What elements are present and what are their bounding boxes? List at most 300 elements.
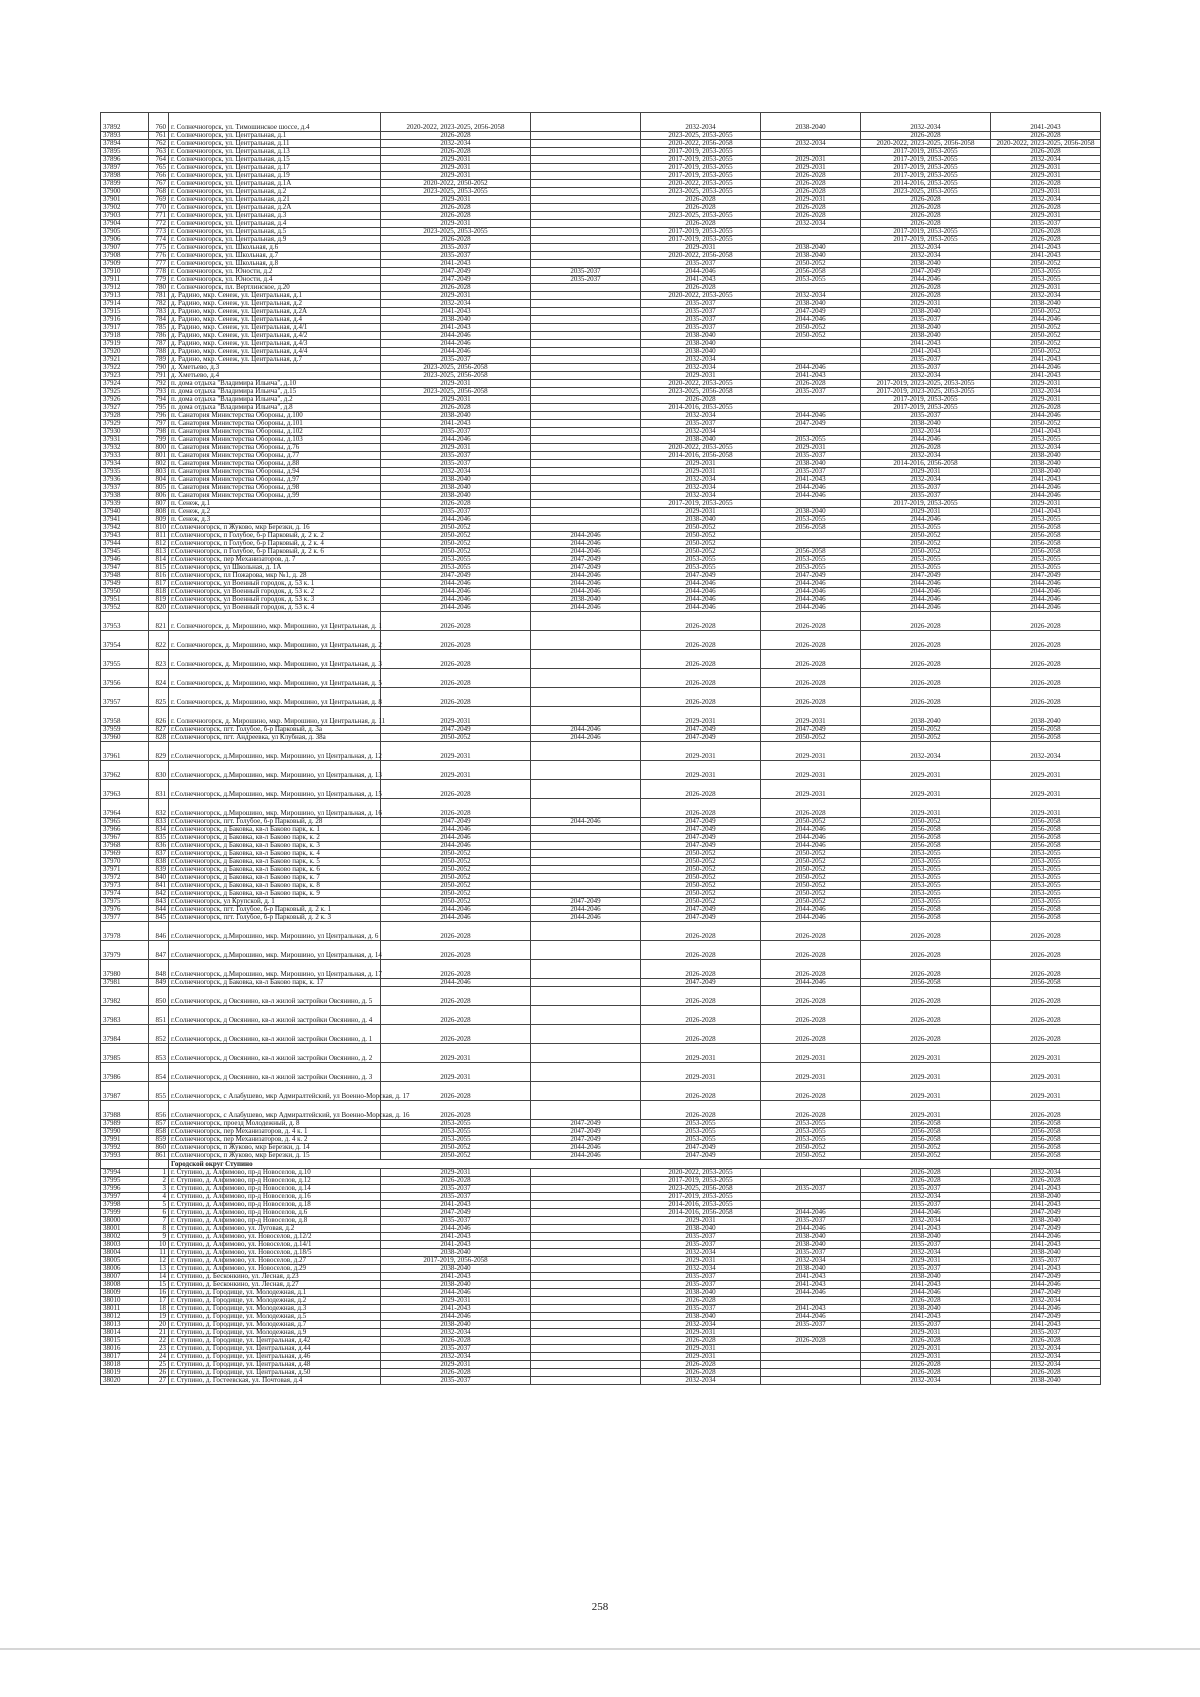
period-cell — [531, 799, 641, 818]
address-cell: г.Солнечногорск, д Овсянино, кв-л жилой застройки Овсянино, д. 4 — [169, 1006, 381, 1025]
period-cell: 2017-2019, 2053-2055 — [861, 156, 991, 164]
row-number-cell: 811 — [149, 532, 169, 540]
period-cell — [531, 348, 641, 356]
address-cell: г. Ступино, д. Алфимово, ул. Новоселов, д.18/5 — [169, 1249, 381, 1257]
period-cell: 2044-2046 — [991, 484, 1101, 492]
period-cell: 2020-2022, 2023-2025, 2056-2058 — [991, 140, 1101, 148]
period-cell: 2044-2046 — [991, 364, 1101, 372]
row-id-cell: 37959 — [101, 726, 149, 734]
period-cell: 2041-2043 — [761, 372, 861, 380]
period-cell: 2026-2028 — [991, 631, 1101, 650]
period-cell: 2029-2031 — [381, 761, 531, 780]
address-cell: г.Солнечногорск, д Баковка, кв-л Баково парк, к. 6 — [169, 866, 381, 874]
period-cell: 2026-2028 — [861, 987, 991, 1006]
period-cell — [531, 874, 641, 882]
period-cell — [531, 826, 641, 834]
address-cell: г.Солнечногорск, д.Мирошино, мкр. Мирошино, ул Центральная, д. 15 — [169, 780, 381, 799]
period-cell: 2038-2040 — [641, 1313, 761, 1321]
period-cell — [531, 1297, 641, 1305]
period-cell: 2029-2031 — [641, 1353, 761, 1361]
row-id-cell: 37910 — [101, 268, 149, 276]
row-number-cell: 817 — [149, 580, 169, 588]
period-cell: 2032-2034 — [761, 220, 861, 228]
period-cell: 2026-2028 — [641, 688, 761, 707]
period-cell: 2047-2049 — [381, 268, 531, 276]
period-cell — [531, 484, 641, 492]
period-cell: 2047-2049 — [991, 1273, 1101, 1281]
row-number-cell: 796 — [149, 412, 169, 420]
row-id-cell: 38000 — [101, 1217, 149, 1225]
period-cell: 2038-2040 — [861, 308, 991, 316]
row-id-cell: 37960 — [101, 734, 149, 742]
table-row — [101, 734, 1101, 742]
row-number-cell: 20 — [149, 1321, 169, 1329]
address-cell: г.Солнечногорск, п Голубое, б-р Парковый, д. 2 к. 6 — [169, 548, 381, 556]
period-cell: 2023-2025, 2053-2055 — [861, 188, 991, 196]
period-cell: 2050-2052 — [861, 734, 991, 742]
period-cell: 2029-2031 — [381, 220, 531, 228]
row-number-cell: 852 — [149, 1025, 169, 1044]
period-cell: 2047-2049 — [861, 572, 991, 580]
row-number-cell: 12 — [149, 1257, 169, 1265]
row-number-cell: 818 — [149, 588, 169, 596]
period-cell: 2053-2055 — [641, 564, 761, 572]
address-cell: г. Солнечногорск, ул. Тимошинское шоссе, д.4 — [169, 113, 381, 132]
period-cell: 2017-2019, 2053-2055 — [861, 228, 991, 236]
period-cell: 2044-2046 — [861, 596, 991, 604]
period-cell — [531, 364, 641, 372]
period-cell: 2038-2040 — [641, 340, 761, 348]
period-cell: 2029-2031 — [761, 1063, 861, 1082]
row-id-cell: 37912 — [101, 284, 149, 292]
period-cell: 2047-2049 — [991, 1209, 1101, 1217]
row-id-cell: 37954 — [101, 631, 149, 650]
period-cell: 2044-2046 — [641, 596, 761, 604]
row-number-cell: 799 — [149, 436, 169, 444]
period-cell: 2026-2028 — [641, 631, 761, 650]
row-id-cell: 37952 — [101, 604, 149, 612]
address-cell: п. дома отдыха "Владимира Ильича", д.2 — [169, 396, 381, 404]
period-cell: 2017-2019, 2053-2055 — [641, 1193, 761, 1201]
period-cell: 2047-2049 — [991, 572, 1101, 580]
period-cell: 2056-2058 — [991, 1144, 1101, 1152]
row-number-cell: 776 — [149, 252, 169, 260]
period-cell: 2056-2058 — [761, 548, 861, 556]
address-cell: г. Ступино, д. Алфимово, пр-д Новоселов, д.16 — [169, 1193, 381, 1201]
row-id-cell: 37927 — [101, 404, 149, 412]
period-cell: 2044-2046 — [381, 1289, 531, 1297]
period-cell: 2026-2028 — [761, 922, 861, 941]
period-cell: 2017-2019, 2053-2055 — [641, 172, 761, 180]
period-cell: 2032-2034 — [861, 1193, 991, 1201]
address-cell: д. Радино, мкр. Сенеж, ул. Центральная, д.4/2 — [169, 332, 381, 340]
period-cell: 2038-2040 — [381, 412, 531, 420]
period-cell: 2050-2052 — [381, 1152, 531, 1160]
period-cell: 2038-2040 — [861, 1305, 991, 1313]
period-cell: 2017-2019, 2053-2055 — [861, 404, 991, 412]
period-cell — [531, 780, 641, 799]
table-row — [101, 780, 1101, 799]
period-cell: 2053-2055 — [761, 516, 861, 524]
period-cell: 2044-2046 — [761, 412, 861, 420]
row-id-cell: 37916 — [101, 316, 149, 324]
period-cell: 2026-2028 — [761, 172, 861, 180]
address-cell: п. Санатория Министерства Обороны, д.102 — [169, 428, 381, 436]
row-number-cell: 24 — [149, 1353, 169, 1361]
period-cell: 2041-2043 — [991, 1265, 1101, 1273]
period-cell — [531, 444, 641, 452]
period-cell: 2044-2046 — [641, 268, 761, 276]
row-id-cell: 37978 — [101, 922, 149, 941]
row-id-cell: 37900 — [101, 188, 149, 196]
period-cell: 2014-2016, 2056-2058 — [641, 452, 761, 460]
period-cell — [531, 941, 641, 960]
period-cell: 2053-2055 — [761, 436, 861, 444]
row-id-cell: 37939 — [101, 500, 149, 508]
period-cell: 2038-2040 — [381, 1265, 531, 1273]
address-cell: г. Солнечногорск, ул. Школьная, д.7 — [169, 252, 381, 260]
period-cell: 2050-2052 — [861, 532, 991, 540]
period-cell: 2020-2022, 2053-2055 — [641, 180, 761, 188]
address-cell: г. Ступино, д. Городище, ул. Центральная, д.42 — [169, 1337, 381, 1345]
period-cell — [531, 1006, 641, 1025]
row-number-cell: 816 — [149, 572, 169, 580]
period-cell: 2032-2034 — [991, 444, 1101, 452]
row-number-cell: 771 — [149, 212, 169, 220]
period-cell: 2029-2031 — [861, 468, 991, 476]
address-cell: г.Солнечногорск, с Алабушево, мкр Адмиралтейский, ул Военно-Морская, д. 16 — [169, 1101, 381, 1120]
period-cell: 2032-2034 — [641, 364, 761, 372]
period-cell: 2026-2028 — [861, 960, 991, 979]
row-number-cell: 8 — [149, 1225, 169, 1233]
period-cell: 2032-2034 — [641, 1377, 761, 1385]
period-cell: 2053-2055 — [991, 516, 1101, 524]
period-cell: 2026-2028 — [381, 1006, 531, 1025]
period-cell: 2014-2016, 2056-2058 — [861, 460, 991, 468]
row-id-cell: 38005 — [101, 1257, 149, 1265]
period-cell: 2038-2040 — [991, 1377, 1101, 1385]
period-cell: 2053-2055 — [991, 564, 1101, 572]
period-cell: 2050-2052 — [861, 548, 991, 556]
row-number-cell: 805 — [149, 484, 169, 492]
period-cell: 2035-2037 — [381, 428, 531, 436]
period-cell: 2044-2046 — [761, 1313, 861, 1321]
period-cell — [761, 1369, 861, 1377]
address-cell: г. Ступино, д. Городище, ул. Молодежная, д.7 — [169, 1321, 381, 1329]
period-cell: 2044-2046 — [991, 580, 1101, 588]
row-id-cell: 37979 — [101, 941, 149, 960]
row-number-cell: 774 — [149, 236, 169, 244]
row-number-cell: 783 — [149, 308, 169, 316]
period-cell: 2038-2040 — [641, 436, 761, 444]
row-id-cell: 37921 — [101, 356, 149, 364]
period-cell — [761, 1353, 861, 1361]
period-cell: 2032-2034 — [991, 388, 1101, 396]
period-cell: 2026-2028 — [381, 631, 531, 650]
period-cell: 2050-2052 — [641, 532, 761, 540]
period-cell: 2029-2031 — [991, 380, 1101, 388]
period-cell: 2029-2031 — [761, 707, 861, 726]
period-cell: 2053-2055 — [761, 564, 861, 572]
row-id-cell: 37985 — [101, 1044, 149, 1063]
period-cell: 2053-2055 — [381, 1136, 531, 1144]
row-id-cell: 37981 — [101, 979, 149, 987]
period-cell — [531, 707, 641, 726]
row-number-cell: 800 — [149, 444, 169, 452]
period-cell: 2041-2043 — [861, 348, 991, 356]
period-cell: 2032-2034 — [641, 113, 761, 132]
row-number-cell: 832 — [149, 799, 169, 818]
row-id-cell: 38009 — [101, 1289, 149, 1297]
period-cell: 2041-2043 — [381, 1233, 531, 1241]
row-id-cell: 37949 — [101, 580, 149, 588]
row-id-cell: 37974 — [101, 890, 149, 898]
row-number-cell: 848 — [149, 960, 169, 979]
period-cell: 2032-2034 — [991, 1169, 1101, 1177]
row-id-cell: 37925 — [101, 388, 149, 396]
address-cell: п. Санатория Министерства Обороны, д.103 — [169, 436, 381, 444]
period-cell: 2029-2031 — [991, 799, 1101, 818]
period-cell: 2029-2031 — [381, 742, 531, 761]
address-cell: г. Ступино, д. Алфимово, пр-д Новоселов, д.18 — [169, 1201, 381, 1209]
period-cell: 2044-2046 — [991, 1281, 1101, 1289]
row-number-cell: 761 — [149, 132, 169, 140]
period-cell: 2044-2046 — [641, 588, 761, 596]
address-cell: г. Солнечногорск, ул. Центральная, д.1А — [169, 180, 381, 188]
row-number-cell: 843 — [149, 898, 169, 906]
address-cell: г.Солнечногорск, пл Пожарова, мкр №1, д. 28 — [169, 572, 381, 580]
period-cell: 2035-2037 — [861, 1201, 991, 1209]
period-cell — [531, 380, 641, 388]
district-header: Городской округ Ступино — [169, 1160, 1101, 1169]
period-cell: 2044-2046 — [991, 588, 1101, 596]
period-cell: 2044-2046 — [381, 842, 531, 850]
period-cell: 2014-2016, 2053-2055 — [861, 180, 991, 188]
table-row — [101, 1044, 1101, 1063]
period-cell: 2023-2025, 2056-2058 — [381, 388, 531, 396]
period-cell: 2038-2040 — [381, 476, 531, 484]
row-number-cell: 831 — [149, 780, 169, 799]
row-number-cell: 851 — [149, 1006, 169, 1025]
address-cell: п. Санатория Министерства Обороны, д.97 — [169, 476, 381, 484]
address-cell: д. Радино, мкр. Сенеж, ул. Центральная, д.1 — [169, 292, 381, 300]
period-cell — [531, 332, 641, 340]
period-cell: 2038-2040 — [991, 460, 1101, 468]
period-cell: 2035-2037 — [861, 1241, 991, 1249]
period-cell: 2026-2028 — [641, 987, 761, 1006]
row-id-cell: 37941 — [101, 516, 149, 524]
period-cell: 2029-2031 — [641, 372, 761, 380]
period-cell: 2035-2037 — [991, 1329, 1101, 1337]
period-cell: 2029-2031 — [861, 1257, 991, 1265]
period-cell: 2050-2052 — [761, 1144, 861, 1152]
period-cell: 2026-2028 — [991, 1101, 1101, 1120]
period-cell: 2026-2028 — [381, 1082, 531, 1101]
address-cell: г. Ступино, д. Городище, ул. Молодежная, д.5 — [169, 1313, 381, 1321]
period-cell: 2026-2028 — [641, 922, 761, 941]
period-cell: 2047-2049 — [531, 556, 641, 564]
period-cell — [531, 650, 641, 669]
period-cell — [531, 412, 641, 420]
period-cell: 2035-2037 — [761, 388, 861, 396]
period-cell: 2032-2034 — [861, 428, 991, 436]
period-cell: 2032-2034 — [861, 252, 991, 260]
period-cell: 2032-2034 — [991, 292, 1101, 300]
period-cell — [531, 252, 641, 260]
period-cell — [531, 1321, 641, 1329]
table-row — [101, 650, 1101, 669]
period-cell — [531, 1209, 641, 1217]
period-cell: 2050-2052 — [381, 524, 531, 532]
address-cell: г.Солнечногорск, ул Крупской, д. 1 — [169, 898, 381, 906]
period-cell: 2026-2028 — [641, 1082, 761, 1101]
table-row — [101, 356, 1101, 364]
period-cell: 2026-2028 — [861, 669, 991, 688]
period-cell: 2029-2031 — [761, 742, 861, 761]
address-cell: г.Солнечногорск, ул Военный городок, д. 53 к. 1 — [169, 580, 381, 588]
address-cell: г.Солнечногорск, д Баковка, кв-л Баково парк, к. 8 — [169, 882, 381, 890]
period-cell: 2044-2046 — [531, 726, 641, 734]
period-cell: 2026-2028 — [991, 650, 1101, 669]
period-cell: 2032-2034 — [641, 492, 761, 500]
period-cell: 2044-2046 — [531, 532, 641, 540]
address-cell: п. дома отдыха "Владимира Ильича", д.10 — [169, 380, 381, 388]
period-cell: 2026-2028 — [861, 1361, 991, 1369]
period-cell: 2032-2034 — [761, 1257, 861, 1265]
period-cell — [531, 1044, 641, 1063]
table-row — [101, 922, 1101, 941]
period-cell: 2044-2046 — [381, 979, 531, 987]
row-number-cell: 815 — [149, 564, 169, 572]
period-cell: 2056-2058 — [861, 914, 991, 922]
period-cell — [761, 340, 861, 348]
period-cell: 2047-2049 — [991, 1313, 1101, 1321]
row-number-cell: 849 — [149, 979, 169, 987]
period-cell: 2029-2031 — [991, 396, 1101, 404]
table-row — [101, 979, 1101, 987]
row-id-cell: 37970 — [101, 858, 149, 866]
period-cell: 2056-2058 — [861, 834, 991, 842]
period-cell: 2029-2031 — [381, 1361, 531, 1369]
row-id-cell: 37968 — [101, 842, 149, 850]
row-id-cell: 37988 — [101, 1101, 149, 1120]
period-cell: 2029-2031 — [641, 1217, 761, 1225]
period-cell: 2047-2049 — [641, 842, 761, 850]
period-cell: 2032-2034 — [641, 1249, 761, 1257]
period-cell: 2032-2034 — [861, 742, 991, 761]
period-cell: 2053-2055 — [991, 268, 1101, 276]
row-id-cell: 37948 — [101, 572, 149, 580]
period-cell — [531, 196, 641, 204]
period-cell: 2044-2046 — [381, 348, 531, 356]
row-id-cell: 37929 — [101, 420, 149, 428]
period-cell: 2050-2052 — [641, 882, 761, 890]
period-cell — [531, 979, 641, 987]
row-number-cell: 760 — [149, 113, 169, 132]
row-id-cell: 37896 — [101, 156, 149, 164]
period-cell: 2041-2043 — [861, 1281, 991, 1289]
period-cell — [531, 468, 641, 476]
period-cell: 2050-2052 — [381, 898, 531, 906]
address-cell: г.Солнечногорск, д Баковка, кв-л Баково парк, к. 2 — [169, 834, 381, 842]
row-id-cell: 37957 — [101, 688, 149, 707]
period-cell: 2041-2043 — [991, 476, 1101, 484]
row-id-cell: 37919 — [101, 340, 149, 348]
period-cell: 2041-2043 — [861, 1225, 991, 1233]
table-row — [101, 113, 1101, 132]
period-cell: 2029-2031 — [991, 172, 1101, 180]
period-cell: 2035-2037 — [641, 324, 761, 332]
address-cell: г. Ступино, д. Алфимово, ул. Новоселов, д.29 — [169, 1265, 381, 1273]
row-number-cell: 798 — [149, 428, 169, 436]
period-cell: 2029-2031 — [641, 1345, 761, 1353]
period-cell: 2026-2028 — [991, 669, 1101, 688]
period-cell: 2017-2019, 2053-2055 — [861, 236, 991, 244]
period-cell: 2047-2049 — [531, 1120, 641, 1128]
period-cell: 2050-2052 — [641, 874, 761, 882]
address-cell: г.Солнечногорск, ул Военный городок, д. 53 к. 4 — [169, 604, 381, 612]
period-cell: 2026-2028 — [861, 1006, 991, 1025]
period-cell: 2026-2028 — [991, 1006, 1101, 1025]
period-cell: 2017-2019, 2053-2055 — [641, 1177, 761, 1185]
period-cell: 2029-2031 — [381, 292, 531, 300]
row-id-cell: 37933 — [101, 452, 149, 460]
address-cell: д. Радино, мкр. Сенеж, ул. Центральная, д.7 — [169, 356, 381, 364]
row-number-cell: 22 — [149, 1337, 169, 1345]
period-cell: 2023-2025, 2056-2058 — [641, 388, 761, 396]
address-cell: г.Солнечногорск, д Овсянино, кв-л жилой застройки Овсянино, д. 3 — [169, 1063, 381, 1082]
row-id-cell: 37894 — [101, 140, 149, 148]
period-cell: 2044-2046 — [861, 580, 991, 588]
period-cell: 2026-2028 — [381, 669, 531, 688]
row-id-cell: 37937 — [101, 484, 149, 492]
address-cell: п. дома отдыха "Владимира Ильича", д.8 — [169, 404, 381, 412]
period-cell: 2050-2052 — [861, 1144, 991, 1152]
period-cell: 2026-2028 — [861, 1025, 991, 1044]
period-cell — [531, 140, 641, 148]
period-cell: 2044-2046 — [861, 436, 991, 444]
row-number-cell: 27 — [149, 1377, 169, 1385]
address-cell: г. Ступино, д. Городище, ул. Молодежная, д.2 — [169, 1297, 381, 1305]
row-number-cell: 15 — [149, 1281, 169, 1289]
period-cell: 2056-2058 — [991, 734, 1101, 742]
period-cell — [531, 132, 641, 140]
address-cell: п. Санатория Министерства Обороны, д.76 — [169, 444, 381, 452]
period-cell: 2053-2055 — [861, 850, 991, 858]
row-id-cell: 37914 — [101, 300, 149, 308]
row-number-cell: 813 — [149, 548, 169, 556]
period-cell: 2050-2052 — [381, 850, 531, 858]
period-cell: 2044-2046 — [381, 906, 531, 914]
period-cell: 2029-2031 — [761, 196, 861, 204]
period-cell: 2047-2049 — [991, 1289, 1101, 1297]
period-cell: 2026-2028 — [381, 650, 531, 669]
period-cell: 2035-2037 — [381, 508, 531, 516]
period-cell: 2050-2052 — [761, 866, 861, 874]
period-cell: 2032-2034 — [641, 1321, 761, 1329]
period-cell: 2044-2046 — [991, 1233, 1101, 1241]
period-cell: 2026-2028 — [991, 612, 1101, 631]
row-number-cell: 770 — [149, 204, 169, 212]
period-cell: 2026-2028 — [381, 404, 531, 412]
period-cell: 2026-2028 — [991, 148, 1101, 156]
table-row — [101, 669, 1101, 688]
period-cell: 2035-2037 — [641, 308, 761, 316]
row-id-cell: 37904 — [101, 220, 149, 228]
period-cell — [531, 372, 641, 380]
period-cell: 2047-2049 — [641, 1144, 761, 1152]
period-cell: 2050-2052 — [761, 1152, 861, 1160]
